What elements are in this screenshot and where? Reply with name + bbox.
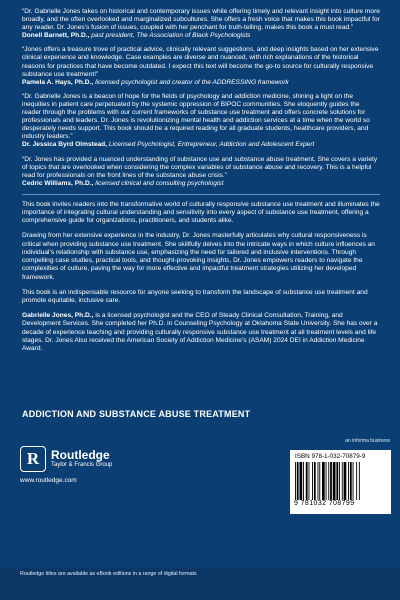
endorsement-attribution	[22, 79, 380, 87]
endorser-title: Licensed Psychologist, Entrepreneur, Addiction and Adolescent Expert	[108, 141, 315, 149]
barcode-stripe	[306, 462, 308, 500]
isbn-label: ISBN 978-1-032-70879-9	[295, 453, 366, 460]
routledge-r-icon	[20, 446, 46, 472]
barcode-stripe	[333, 462, 336, 500]
barcode-stripe	[342, 462, 343, 500]
barcode-stripe	[300, 462, 303, 500]
endorser-name: Donell Barnett, Ph.D.,	[22, 32, 90, 40]
author-bio-text: is a licensed psychologist and the CEO of Steady Clinical Consultation, Training, and Development Services. She completed her Ph.D. in Counseling Psychology at Oklahoma State University. She has over a decade of experience teaching and providing culturally responsive substance use treatment at all treatment levels and life stages. Dr. Jones Also received the American Society of Addiction Medicine’s (ASAM) 2024 DEI in Addiction Medicine Award.	[22, 312, 378, 352]
endorser-name: Cedric Williams, Ph.D.,	[22, 179, 94, 187]
barcode-stripe	[322, 462, 325, 500]
barcode-stripe	[314, 462, 316, 500]
barcode-stripe	[326, 462, 327, 500]
endorsement-quote	[22, 8, 380, 40]
publisher-group: Taylor & Francis Group	[51, 462, 113, 468]
description-paragraph: This book invites readers into the transformative world of culturally responsive substance use treatment and illuminates the importance of integrating cultural understanding and sensitivity into every aspect of substance use treatment, offering a comprehensive guide for organizations, practitioners, and students alike.	[22, 200, 380, 225]
author-bio	[22, 312, 380, 353]
barcode-stripe	[353, 462, 354, 500]
endorser-name: Pamela A. Hays, Ph.D.,	[22, 78, 94, 86]
barcode-stripe	[309, 462, 310, 500]
endorsement-quote	[22, 156, 380, 188]
barcode-stripe	[359, 462, 360, 500]
endorsement-attribution	[22, 32, 380, 40]
barcode-stripe	[295, 462, 296, 500]
publisher-name: Routledge	[51, 448, 110, 462]
footer-band	[0, 568, 400, 600]
subject-category: ADDICTION AND SUBSTANCE ABUSE TREATMENT	[22, 409, 251, 419]
barcode-stripe	[344, 462, 347, 500]
endorsement-attribution	[22, 180, 380, 188]
endorser-title: licensed psychologist and creator of the ADDRESSING framework	[95, 78, 289, 86]
barcode-stripe	[328, 462, 329, 500]
description-paragraph: This book is an indispensable resource for anyone seeking to transform the landscape of substance use treatment and promote equitable, inclusive care.	[22, 288, 368, 304]
endorsement-attribution	[22, 141, 380, 149]
endorsement-text: “Dr. Jones has provided a nuanced understanding of substance use and substance abuse treatment. She covers a variety of topics that are overlooked when considering the complex variables of substance abuse and recovery. This is a helpful read for professionals on the front lines of the substance abuse crisis.”	[22, 155, 378, 179]
barcode-number: 9 781032 708799	[294, 500, 355, 507]
barcode-stripe	[318, 462, 319, 500]
publisher-url: www.routledge.com	[20, 477, 77, 484]
barcode-stripe	[348, 462, 349, 500]
routledge-logo	[20, 446, 112, 472]
isbn-barcode	[290, 450, 391, 514]
endorser-title: licensed clinical and consulting psychologist	[95, 179, 224, 187]
endorser-name: Dr. Jessica Byrd Olmstead,	[22, 141, 108, 149]
barcode-stripe	[303, 462, 304, 500]
barcode-stripe	[319, 462, 320, 500]
description-paragraph: Drawing from her extensive experience in the industry, Dr. Jones masterfully articulates why cultural responsiveness is critical when providing substance use treatment. She skillfully delves into the intricate ways in which culture influences an individual’s relationship with substance use, emphasizing the need for tailored and inclusive interventions. Through compelling case studies, practical tools, and thought-provoking insights, Dr. Jones empowers readers to navigate the complexities of culture, paving the way for more effective and impactful treatment strategies utilizing her developed framework.	[22, 232, 375, 281]
endorsement-quote	[22, 93, 380, 150]
publisher-wordmark	[51, 449, 112, 469]
barcode-stripe	[336, 462, 338, 500]
cover-content	[22, 8, 380, 360]
author-name: Gabrielle Jones, Ph.D.,	[22, 312, 94, 320]
endorsement-text: “Dr. Gabrielle Jones is a beacon of hope for the fields of psychology and addiction medicine, shining a light on the inequities in patient care perpetuated by the systemic oppression of BIPOC communities. She eloquently guides the reader through the problems with our current frameworks of substance use treatment and offers concrete solutions for professionals and leaders. Dr. Jones is revolutionizing mental health and addiction services at a time when the world so desperately needs support. This book should be a required reading for all graduate students, healthcare providers, and industry leaders.”	[22, 92, 370, 141]
endorser-title: past president, The Association of Black Psychologists	[91, 32, 251, 40]
endorsement-text: “Dr. Gabrielle Jones takes on historical and contemporary issues while offering timely and relevant insight into culture more broadly, and the often overlooked and marginalized subcultures. She offers a fresh voice that makes this book impactful for any reader. Dr. Jones’s fusion of issues, coupled with her penchant for truth-telling, makes this book a must read.”	[22, 8, 380, 32]
ebook-note: Routledge titles are available as eBook editions in a range of digital formats	[20, 571, 197, 577]
endorsement-text: “Jones offers a treasure trove of practical advice, clinically relevant suggestions, and deep insights based on her extensive clinical experience and knowledge. Case examples are diverse and nuanced, with rich explanations of the historical reasons for practices that have become outdated. I expect this text will become the go-to source for culturally responsive substance use treatment!”	[22, 46, 379, 78]
logo-letter: R	[26, 449, 40, 468]
barcode-stripe	[350, 462, 352, 500]
barcode-stripe	[297, 462, 299, 500]
endorsement-quote	[22, 46, 380, 86]
barcode-stripe	[312, 462, 313, 500]
divider	[22, 194, 380, 195]
barcode-stripe	[339, 462, 340, 500]
barcode-stripe	[356, 462, 357, 500]
informa-tagline: an informa business	[345, 438, 390, 444]
barcode-icon	[295, 462, 386, 500]
barcode-stripe	[330, 462, 332, 500]
